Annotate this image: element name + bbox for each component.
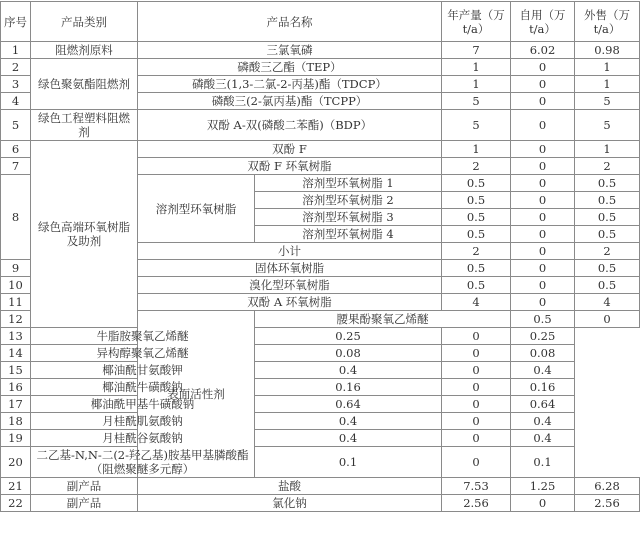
seq-cell: 3 (1, 76, 31, 93)
external-cell: 0.5 (575, 260, 640, 277)
seq-cell: 13 (1, 328, 31, 345)
capacity-cell: 0.5 (442, 277, 511, 294)
capacity-cell: 5 (442, 93, 511, 110)
capacity-cell: 7.53 (442, 478, 511, 495)
table-row (1, 328, 640, 345)
table-row (1, 447, 640, 478)
product-name-cell: 磷酸三(1,3-二氯-2-丙基)酯（TDCP） (138, 76, 442, 93)
capacity-cell: 1 (442, 141, 511, 158)
capacity-cell: 0.64 (255, 396, 442, 413)
seq-cell: 22 (1, 495, 31, 512)
table-row (1, 413, 640, 430)
product-name-cell: 溶剂型环氧树脂 3 (255, 209, 442, 226)
product-table (0, 1, 640, 512)
external-cell: 0.4 (511, 362, 575, 379)
seq-cell: 12 (1, 311, 31, 328)
product-name-cell: 双酚 F (138, 141, 442, 158)
external-cell: 1 (575, 76, 640, 93)
seq-cell: 21 (1, 478, 31, 495)
self-use-cell: 1.25 (511, 478, 575, 495)
product-name-cell: 月桂酰谷氨酸钠 (31, 430, 255, 447)
seq-cell: 4 (1, 93, 31, 110)
subtotal-label: 小计 (138, 243, 442, 260)
external-cell: 5 (575, 110, 640, 141)
self-use-cell: 0 (442, 328, 511, 345)
capacity-cell: 0.16 (255, 379, 442, 396)
external-cell: 0.5 (575, 277, 640, 294)
seq-cell: 14 (1, 345, 31, 362)
self-use-cell: 0 (442, 430, 511, 447)
self-use-cell: 6.02 (511, 42, 575, 59)
header-category: 产品类别 (31, 2, 138, 42)
capacity-cell: 0.1 (255, 447, 442, 478)
self-use-cell: 0 (442, 345, 511, 362)
table-row (1, 478, 640, 495)
external-cell: 0.5 (575, 175, 640, 192)
category-cell: 绿色工程塑料阻燃剂 (31, 110, 138, 141)
category-cell: 阻燃剂原料 (31, 42, 138, 59)
external-cell: 0.25 (511, 328, 575, 345)
self-use-cell: 0 (442, 379, 511, 396)
product-name-cell: 溶剂型环氧树脂 2 (255, 192, 442, 209)
capacity-cell: 0.5 (442, 260, 511, 277)
self-use-cell: 0 (511, 158, 575, 175)
self-use-cell: 0 (511, 226, 575, 243)
self-use-cell: 0 (511, 209, 575, 226)
self-use-cell: 0 (511, 495, 575, 512)
seq-cell: 8 (1, 175, 31, 260)
self-use-cell: 0 (511, 110, 575, 141)
seq-cell: 15 (1, 362, 31, 379)
header-row (1, 2, 640, 42)
table-row (1, 379, 640, 396)
product-name-cell: 异构醇聚氧乙烯醚 (31, 345, 255, 362)
product-name-cell: 椰油酰甘氨酸钾 (31, 362, 255, 379)
header-external: 外售（万 t/a） (575, 2, 640, 42)
seq-cell: 9 (1, 260, 31, 277)
product-name-cell: 溶剂型环氧树脂 4 (255, 226, 442, 243)
capacity-cell: 0.5 (442, 192, 511, 209)
capacity-cell: 0.08 (255, 345, 442, 362)
seq-cell: 5 (1, 110, 31, 141)
external-cell: 4 (575, 294, 640, 311)
product-name-cell: 磷酸三乙酯（TEP） (138, 59, 442, 76)
self-use-cell: 0 (442, 362, 511, 379)
seq-cell: 11 (1, 294, 31, 311)
capacity-cell: 0.25 (255, 328, 442, 345)
self-use-cell: 0 (442, 396, 511, 413)
capacity-cell: 0.5 (511, 311, 575, 328)
external-cell: 1 (575, 141, 640, 158)
self-use-cell: 0 (511, 243, 575, 260)
external-cell: 0.4 (511, 430, 575, 447)
product-name-cell: 椰油酰甲基牛磺酸钠 (31, 396, 255, 413)
capacity-cell: 1 (442, 76, 511, 93)
capacity-cell: 0.4 (255, 430, 442, 447)
self-use-cell: 0 (511, 93, 575, 110)
self-use-cell: 0 (575, 311, 640, 328)
table-row (1, 141, 640, 158)
product-name-cell: 氯化钠 (138, 495, 442, 512)
external-cell: 0.5 (575, 209, 640, 226)
seq-cell: 6 (1, 141, 31, 158)
external-cell: 2.56 (575, 495, 640, 512)
capacity-cell: 0.5 (442, 209, 511, 226)
self-use-cell: 0 (511, 59, 575, 76)
external-cell: 0.98 (575, 42, 640, 59)
external-cell: 6.28 (575, 478, 640, 495)
external-cell: 1 (575, 59, 640, 76)
capacity-cell: 5 (442, 110, 511, 141)
table-row (1, 362, 640, 379)
self-use-cell: 0 (442, 413, 511, 430)
seq-cell: 16 (1, 379, 31, 396)
product-name-cell: 二乙基-N,N-二(2-羟乙基)胺基甲基膦酸酯（阻燃聚醚多元醇） (31, 447, 255, 478)
self-use-cell: 0 (511, 277, 575, 294)
external-cell: 0.5 (575, 226, 640, 243)
self-use-cell: 0 (511, 175, 575, 192)
seq-cell: 19 (1, 430, 31, 447)
external-cell: 0.5 (575, 192, 640, 209)
capacity-cell: 2.56 (442, 495, 511, 512)
self-use-cell: 0 (511, 294, 575, 311)
product-name-cell: 三氯氧磷 (138, 42, 442, 59)
product-name-cell: 腰果酚聚氧乙烯醚 (255, 311, 511, 328)
external-cell: 2 (575, 158, 640, 175)
product-name-cell: 双酚 A-双(磷酸二苯酯)（BDP） (138, 110, 442, 141)
capacity-cell: 7 (442, 42, 511, 59)
self-use-cell: 0 (511, 76, 575, 93)
capacity-cell: 2 (442, 158, 511, 175)
seq-cell: 2 (1, 59, 31, 76)
category-cell: 绿色聚氨酯阻燃剂 (31, 59, 138, 110)
capacity-cell: 2 (442, 243, 511, 260)
self-use-cell: 0 (511, 192, 575, 209)
product-name-cell: 固体环氧树脂 (138, 260, 442, 277)
seq-cell: 18 (1, 413, 31, 430)
external-cell: 0.1 (511, 447, 575, 478)
product-name-cell: 溴化型环氧树脂 (138, 277, 442, 294)
capacity-cell: 4 (442, 294, 511, 311)
external-cell: 0.64 (511, 396, 575, 413)
table-row (1, 42, 640, 59)
external-cell: 0.16 (511, 379, 575, 396)
product-name-cell: 双酚 F 环氧树脂 (138, 158, 442, 175)
product-name-cell: 牛脂胺聚氧乙烯醚 (31, 328, 255, 345)
capacity-cell: 0.5 (442, 175, 511, 192)
external-cell: 0.08 (511, 345, 575, 362)
seq-cell: 17 (1, 396, 31, 413)
seq-cell: 1 (1, 42, 31, 59)
product-name-cell: 磷酸三(2-氯丙基)酯（TCPP） (138, 93, 442, 110)
sub-category-cell: 溶剂型环氧树脂 (138, 175, 255, 243)
seq-cell: 20 (1, 447, 31, 478)
category-cell: 绿色高端环氧树脂及助剂 (31, 141, 138, 328)
category-cell: 副产品 (31, 478, 138, 495)
product-name-cell: 月桂酰肌氨酸钠 (31, 413, 255, 430)
product-name-cell: 盐酸 (138, 478, 442, 495)
capacity-cell: 0.5 (442, 226, 511, 243)
seq-cell: 7 (1, 158, 31, 175)
product-name-cell: 双酚 A 环氧树脂 (138, 294, 442, 311)
table-row (1, 59, 640, 76)
table-row (1, 110, 640, 141)
capacity-cell: 0.4 (255, 362, 442, 379)
external-cell: 0.4 (511, 413, 575, 430)
category-cell: 表面活性剂 (138, 311, 255, 478)
capacity-cell: 1 (442, 59, 511, 76)
header-self-use: 自用（万 t/a） (511, 2, 575, 42)
product-name-cell: 椰油酰牛磺酸钠 (31, 379, 255, 396)
table-row (1, 495, 640, 512)
external-cell: 5 (575, 93, 640, 110)
table-row (1, 345, 640, 362)
header-name: 产品名称 (138, 2, 442, 42)
header-seq: 序号 (1, 2, 31, 42)
seq-cell: 10 (1, 277, 31, 294)
capacity-cell: 0.4 (255, 413, 442, 430)
table-row (1, 430, 640, 447)
product-name-cell: 溶剂型环氧树脂 1 (255, 175, 442, 192)
self-use-cell: 0 (511, 260, 575, 277)
table-row (1, 396, 640, 413)
header-capacity: 年产量（万 t/a） (442, 2, 511, 42)
self-use-cell: 0 (442, 447, 511, 478)
category-cell: 副产品 (31, 495, 138, 512)
external-cell: 2 (575, 243, 640, 260)
self-use-cell: 0 (511, 141, 575, 158)
